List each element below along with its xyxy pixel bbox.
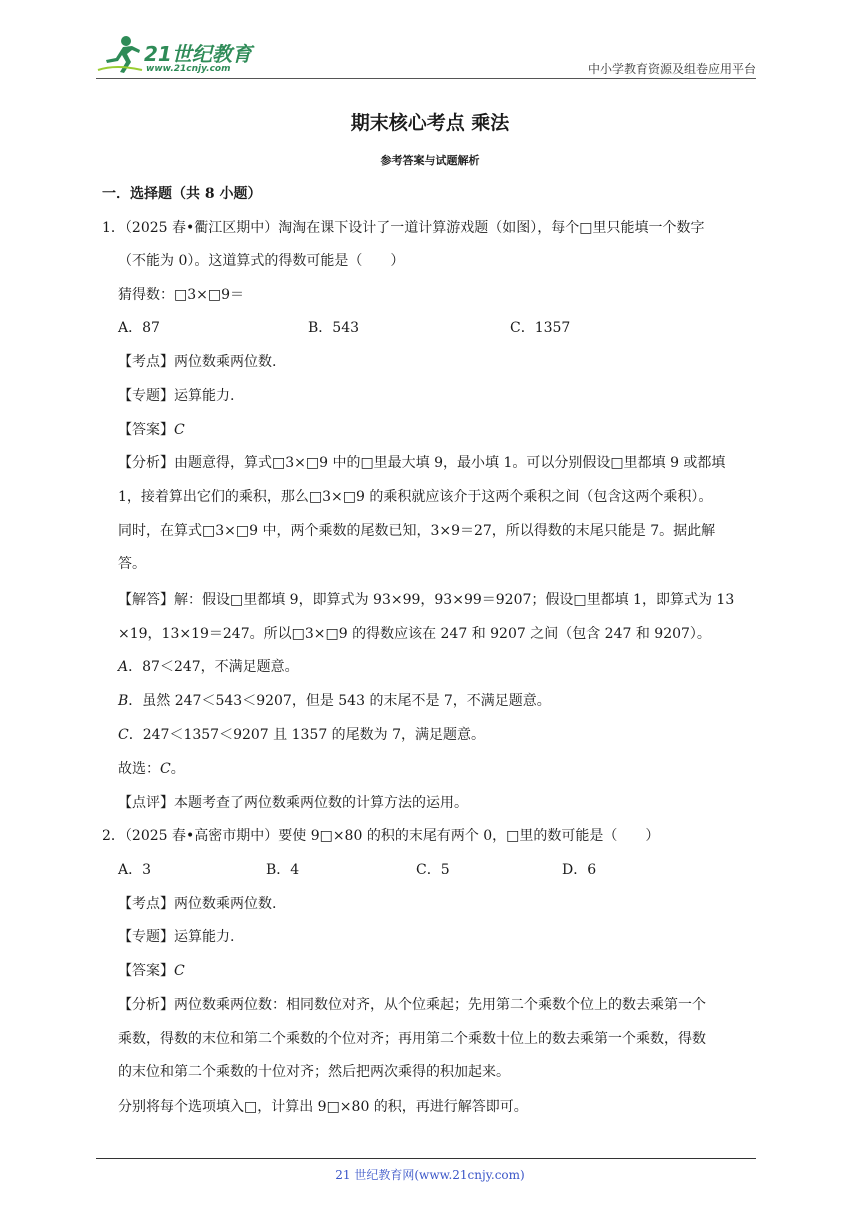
q2-fenxi-line3: 的末位和第二个乘数的十位对齐；然后把两次乘得的积加起来。: [118, 1064, 510, 1080]
analysis-letter: B: [118, 693, 129, 709]
q2-zhuanti: 【专题】运算能力.: [118, 929, 235, 945]
q1-analysis-c: [118, 725, 485, 745]
answer-letter: C: [174, 963, 185, 979]
q2-option-a[interactable]: A．3: [118, 862, 152, 878]
q1-stem-line1: 1．（2025 春•衢江区期中）淘淘在课下设计了一道计算游戏题（如图），每个□里只能填一个数字: [102, 220, 705, 236]
q2-option-b[interactable]: B．4: [266, 862, 300, 878]
header-divider: [96, 78, 756, 79]
page-title: 期末核心考点 乘法: [350, 112, 510, 134]
q2-fenxi-line2: 乘数，得数的末位和第二个乘数的个位对齐；再用第二个乘数十位上的数去乘第一个乘数，得数: [118, 1031, 706, 1047]
q1-jieda-line1: 【解答】解：假设□里都填 9，即算式为 93×99，93×99＝9207；假设□里都填 1，即算式为 13: [118, 592, 735, 608]
q2-option-d[interactable]: D．6: [562, 862, 597, 878]
choose-letter: C: [160, 761, 171, 777]
platform-name: 中小学教育资源及组卷应用平台: [587, 62, 756, 76]
q1-dianping: 【点评】本题考查了两位数乘两位数的计算方法的运用。: [118, 795, 468, 811]
logo-url: www.21cnjy.com: [146, 64, 231, 74]
q2-fenxi-line1: 【分析】两位数乘两位数：相同数位对齐，从个位乘起；先用第二个乘数个位上的数去乘第一个: [118, 997, 706, 1013]
q1-choose: [118, 759, 185, 779]
q1-jieda-line2: ×19，13×19＝247。所以□3×□9 的得数应该在 247 和 9207 之间（包含 247 和 9207）。: [118, 626, 711, 642]
answer-label: 【答案】: [118, 963, 174, 979]
logo-text: 21世纪教育: [144, 42, 252, 66]
q2-kaodian: 【考点】两位数乘两位数.: [118, 896, 277, 912]
q1-option-b[interactable]: B．543: [308, 320, 360, 336]
analysis-text: ．247＜1357＜9207 且 1357 的尾数为 7，满足题意。: [128, 727, 486, 743]
analysis-letter: C: [118, 727, 129, 743]
page-header: [96, 34, 756, 80]
q2-stem: 2．（2025 春•高密市期中）要使 9□×80 的积的末尾有两个 0，□里的数可能是（ ）: [102, 828, 660, 844]
q2-fenxi-line4: 分别将每个选项填入□，计算出 9□×80 的积，再进行解答即可。: [118, 1099, 528, 1115]
choose-suffix: 。: [170, 761, 185, 777]
q1-answer: [118, 420, 185, 440]
q1-option-a[interactable]: A．87: [118, 320, 160, 336]
analysis-text: ．87＜247，不满足题意。: [128, 659, 299, 675]
page-subtitle: 参考答案与试题解析: [380, 154, 480, 167]
q2-answer: [118, 961, 185, 981]
q1-fenxi-line4: 答。: [118, 556, 146, 572]
analysis-text: ．虽然 247＜543＜9207，但是 543 的末尾不是 7，不满足题意。: [128, 693, 551, 709]
footer-link[interactable]: 21 世纪教育网(www.21cnjy.com): [335, 1168, 525, 1182]
q1-analysis-b: [118, 691, 551, 711]
runner-logo-icon: [96, 34, 144, 76]
answer-letter: C: [174, 422, 185, 438]
choose-prefix: 故选：: [118, 761, 160, 777]
q1-analysis-a: [118, 657, 299, 677]
q1-kaodian: 【考点】两位数乘两位数.: [118, 354, 277, 370]
answer-label: 【答案】: [118, 422, 174, 438]
site-logo[interactable]: [96, 34, 266, 78]
analysis-letter: A: [118, 659, 129, 675]
footer-divider: [96, 1158, 756, 1159]
section-heading: 一．选择题（共 8 小题）: [102, 186, 262, 202]
q1-fenxi-line3: 同时，在算式□3×□9 中，两个乘数的尾数已知，3×9＝27，所以得数的末尾只能是 7。据此解: [118, 523, 716, 539]
q1-zhuanti: 【专题】运算能力.: [118, 388, 235, 404]
q1-stem-line2: （不能为 0）。这道算式的得数可能是（ ）: [118, 253, 405, 269]
q1-option-c[interactable]: C．1357: [510, 320, 571, 336]
q1-fenxi-line2: 1，接着算出它们的乘积，那么□3×□9 的乘积就应该介于这两个乘积之间（包含这两个乘积）。: [118, 489, 713, 505]
q2-option-c[interactable]: C．5: [416, 862, 450, 878]
q1-fenxi-line1: 【分析】由题意得，算式□3×□9 中的□里最大填 9，最小填 1。可以分别假设□里都填 9 或都填: [118, 455, 726, 471]
q1-stem-line3: 猜得数：□3×□9＝: [118, 287, 244, 303]
